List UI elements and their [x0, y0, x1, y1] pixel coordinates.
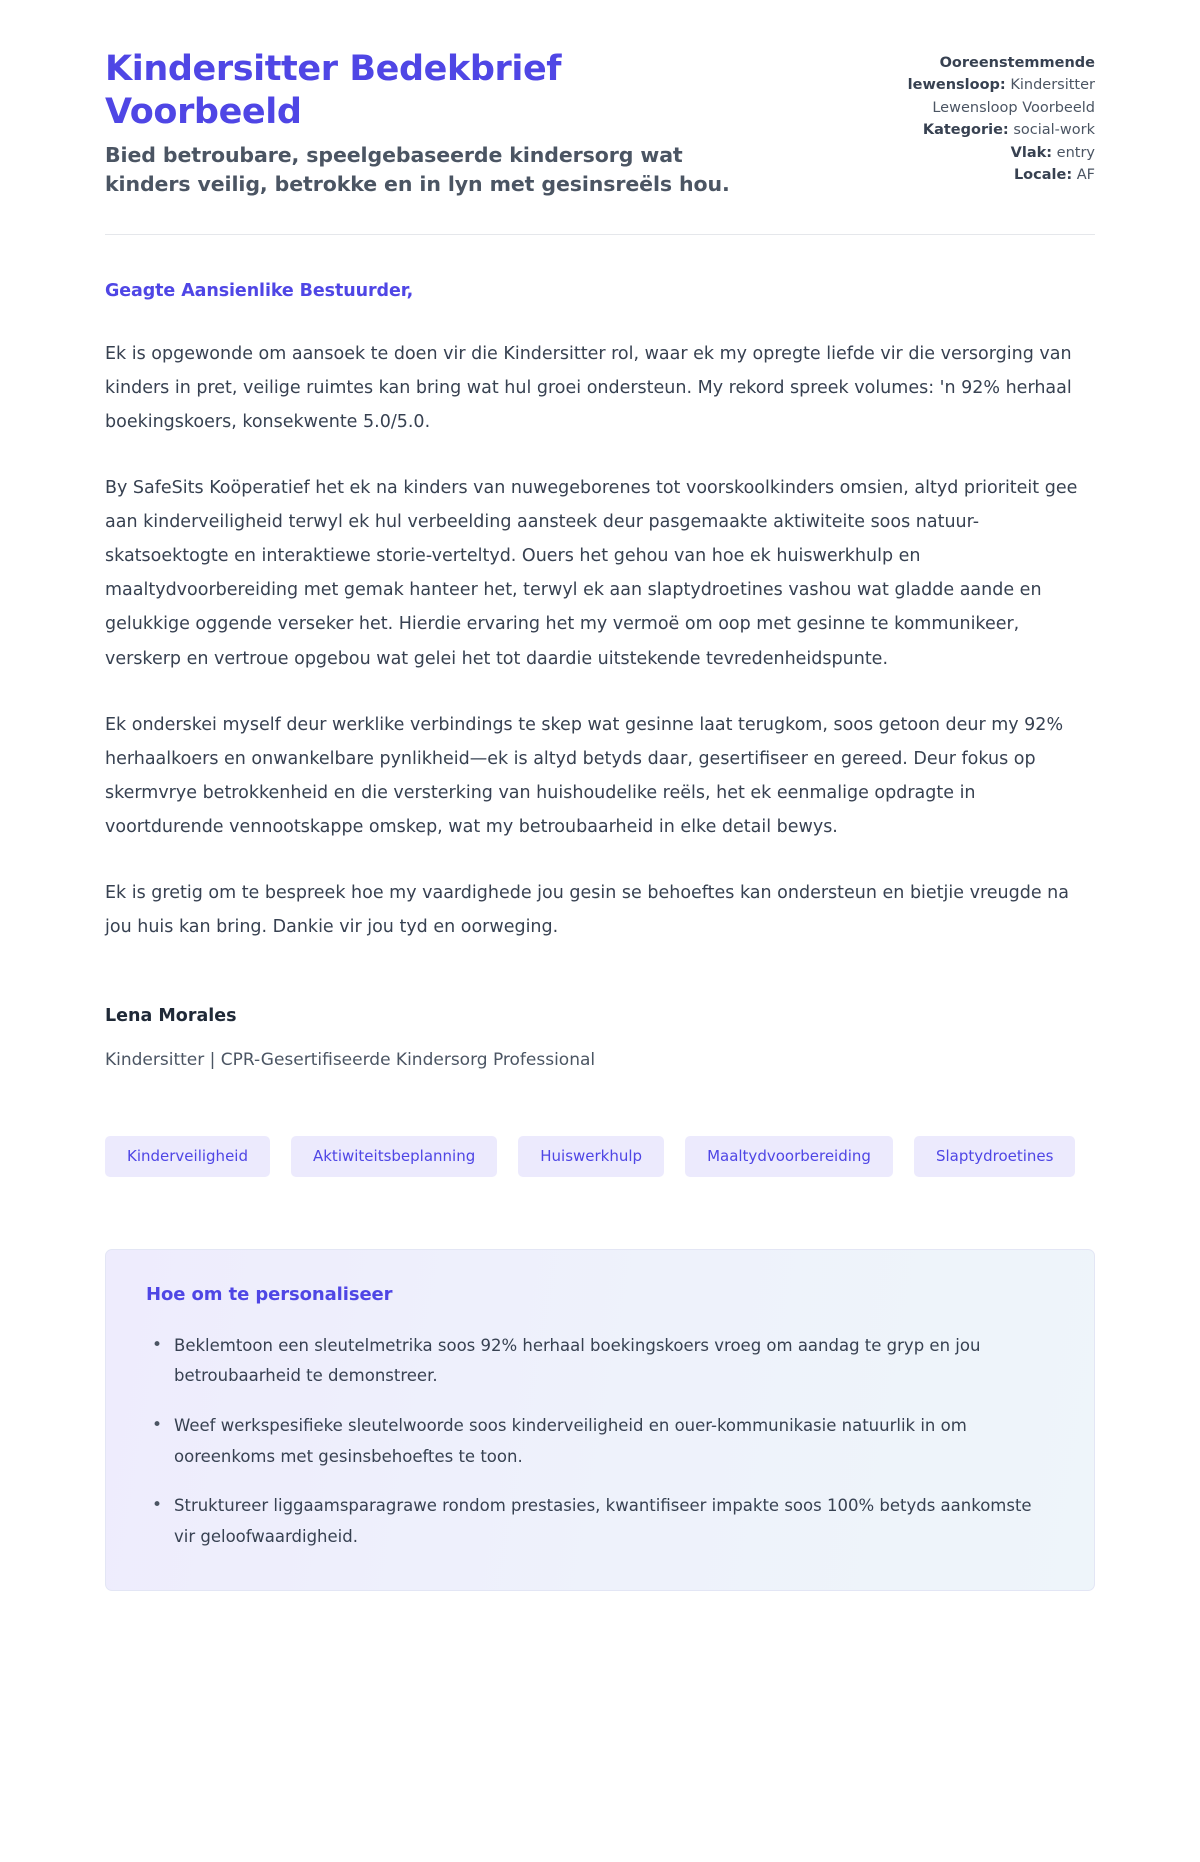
meta-matching-resume: [845, 52, 1095, 119]
tips-list: [146, 1331, 1054, 1552]
list-item: • Struktureer liggaamsparagrawe rondom prestasies, kwantifiseer impakte soos 100% betyds aankomste vir geloofwaardigheid.: [146, 1491, 1054, 1552]
meta-level: [845, 142, 1095, 164]
skill-tag-list: [105, 1136, 1095, 1177]
list-item: • Beklemtoon een sleutelmetrika soos 92% herhaal boekingskoers vroeg om aandag te gryp en jou betroubaarheid te demonstreer.: [146, 1331, 1054, 1392]
skill-tag[interactable]: Aktiwiteitsbeplanning: [291, 1136, 497, 1177]
meta-locale-label: Locale:: [1013, 167, 1073, 184]
meta-category-label: Kategorie:: [922, 122, 1009, 139]
personalization-tips-panel: [105, 1249, 1095, 1591]
skill-tag[interactable]: Kinderveiligheid: [105, 1136, 270, 1177]
meta-locale-value: AF: [1076, 167, 1095, 184]
document-metadata: [845, 48, 1095, 187]
letter-paragraph: By SafeSits Koöperatief het ek na kinders van nuwegeborenes tot voorskoolkinders omsien, altyd prioriteit gee aan kinderveiligheid terwyl ek hul verbeelding aansteek deur pasgemaakte aktiwiteite soos natuur-skatsoektogte en interaktiewe storie-verteltyd. Ouers het gehou van hoe ek huiswerkhulp en maaltydvoorbereiding met gemak hanteer het, terwyl ek aan slaptydroetines vashou wat gladde aande en gelukkige oggende verseker het. Hierdie ervaring het my vermoë om oop met gesinne te kommunikeer, verskerp en vertroue opgebou wat gelei het tot daardie uitstekende tevredenheidspunte.: [105, 477, 1078, 669]
page-title: Kindersitter Bedekbrief Voorbeeld: [105, 49, 562, 132]
meta-level-label: Vlak:: [1010, 144, 1053, 161]
cover-letter-body: [105, 235, 1095, 1591]
meta-level-value: entry: [1056, 144, 1095, 161]
signature-role: Kindersitter | CPR-Gesertifiseerde Kindersorg Professional: [105, 1050, 596, 1071]
meta-matching-resume-value: Kindersitter Lewensloop Voorbeeld: [932, 77, 1095, 116]
signature-name: Lena Morales: [105, 1006, 237, 1027]
letter-paragraph: Ek is opgewonde om aansoek te doen vir die Kindersitter rol, waar ek my opregte liefde vir die versorging van kinders in pret, veilige ruimtes kan bring wat hul groei ondersteun. My rekord spreek volumes: 'n 92% herhaal boekingskoers, konsekwente 5.0/5.0.: [105, 343, 1072, 432]
header-title-group: [105, 48, 765, 200]
meta-locale: [845, 164, 1095, 186]
list-item: • Weef werkspesifieke sleutelwoorde soos kinderveiligheid en ouer-kommunikasie natuurlik in om ooreenkoms met gesinsbehoeftes te toon.: [146, 1411, 1054, 1472]
letter-salutation: Geagte Aansienlike Bestuurder,: [105, 280, 414, 301]
document-header: [105, 48, 1095, 235]
meta-matching-resume-label: Ooreenstemmende lewensloop:: [907, 55, 1095, 94]
meta-category-value: social-work: [1013, 122, 1095, 139]
letter-paragraph: Ek onderskei myself deur werklike verbindings te skep wat gesinne laat terugkom, soos getoon deur my 92% herhaalkoers en onwankelbare pynlikheid—ek is altyd betyds daar, gesertifiseer en gereed. Deur fokus op skermvrye betrokkenheid en die versterking van huishoudelike reëls, het ek eenmalige opdragte in voortdurende vennootskappe omskep, wat my betroubaarheid in elke detail bewys.: [105, 714, 1064, 838]
page-subtitle: Bied betroubare, speelgebaseerde kindersorg wat kinders veilig, betrokke en in lyn met gesinsreëls hou.: [105, 143, 730, 197]
letter-paragraph: Ek is gretig om te bespreek hoe my vaardighede jou gesin se behoeftes kan ondersteun en bietjie vreugde na jou huis kan bring. Dankie vir jou tyd en oorweging.: [105, 883, 1069, 938]
skill-tag[interactable]: Huiswerkhulp: [518, 1136, 664, 1177]
tips-title: Hoe om te personaliseer: [146, 1283, 393, 1305]
meta-category: [845, 119, 1095, 141]
skill-tag[interactable]: Slaptydroetines: [914, 1136, 1076, 1177]
skill-tag[interactable]: Maaltydvoorbereiding: [685, 1136, 893, 1177]
signature-block: [105, 1006, 1095, 1074]
